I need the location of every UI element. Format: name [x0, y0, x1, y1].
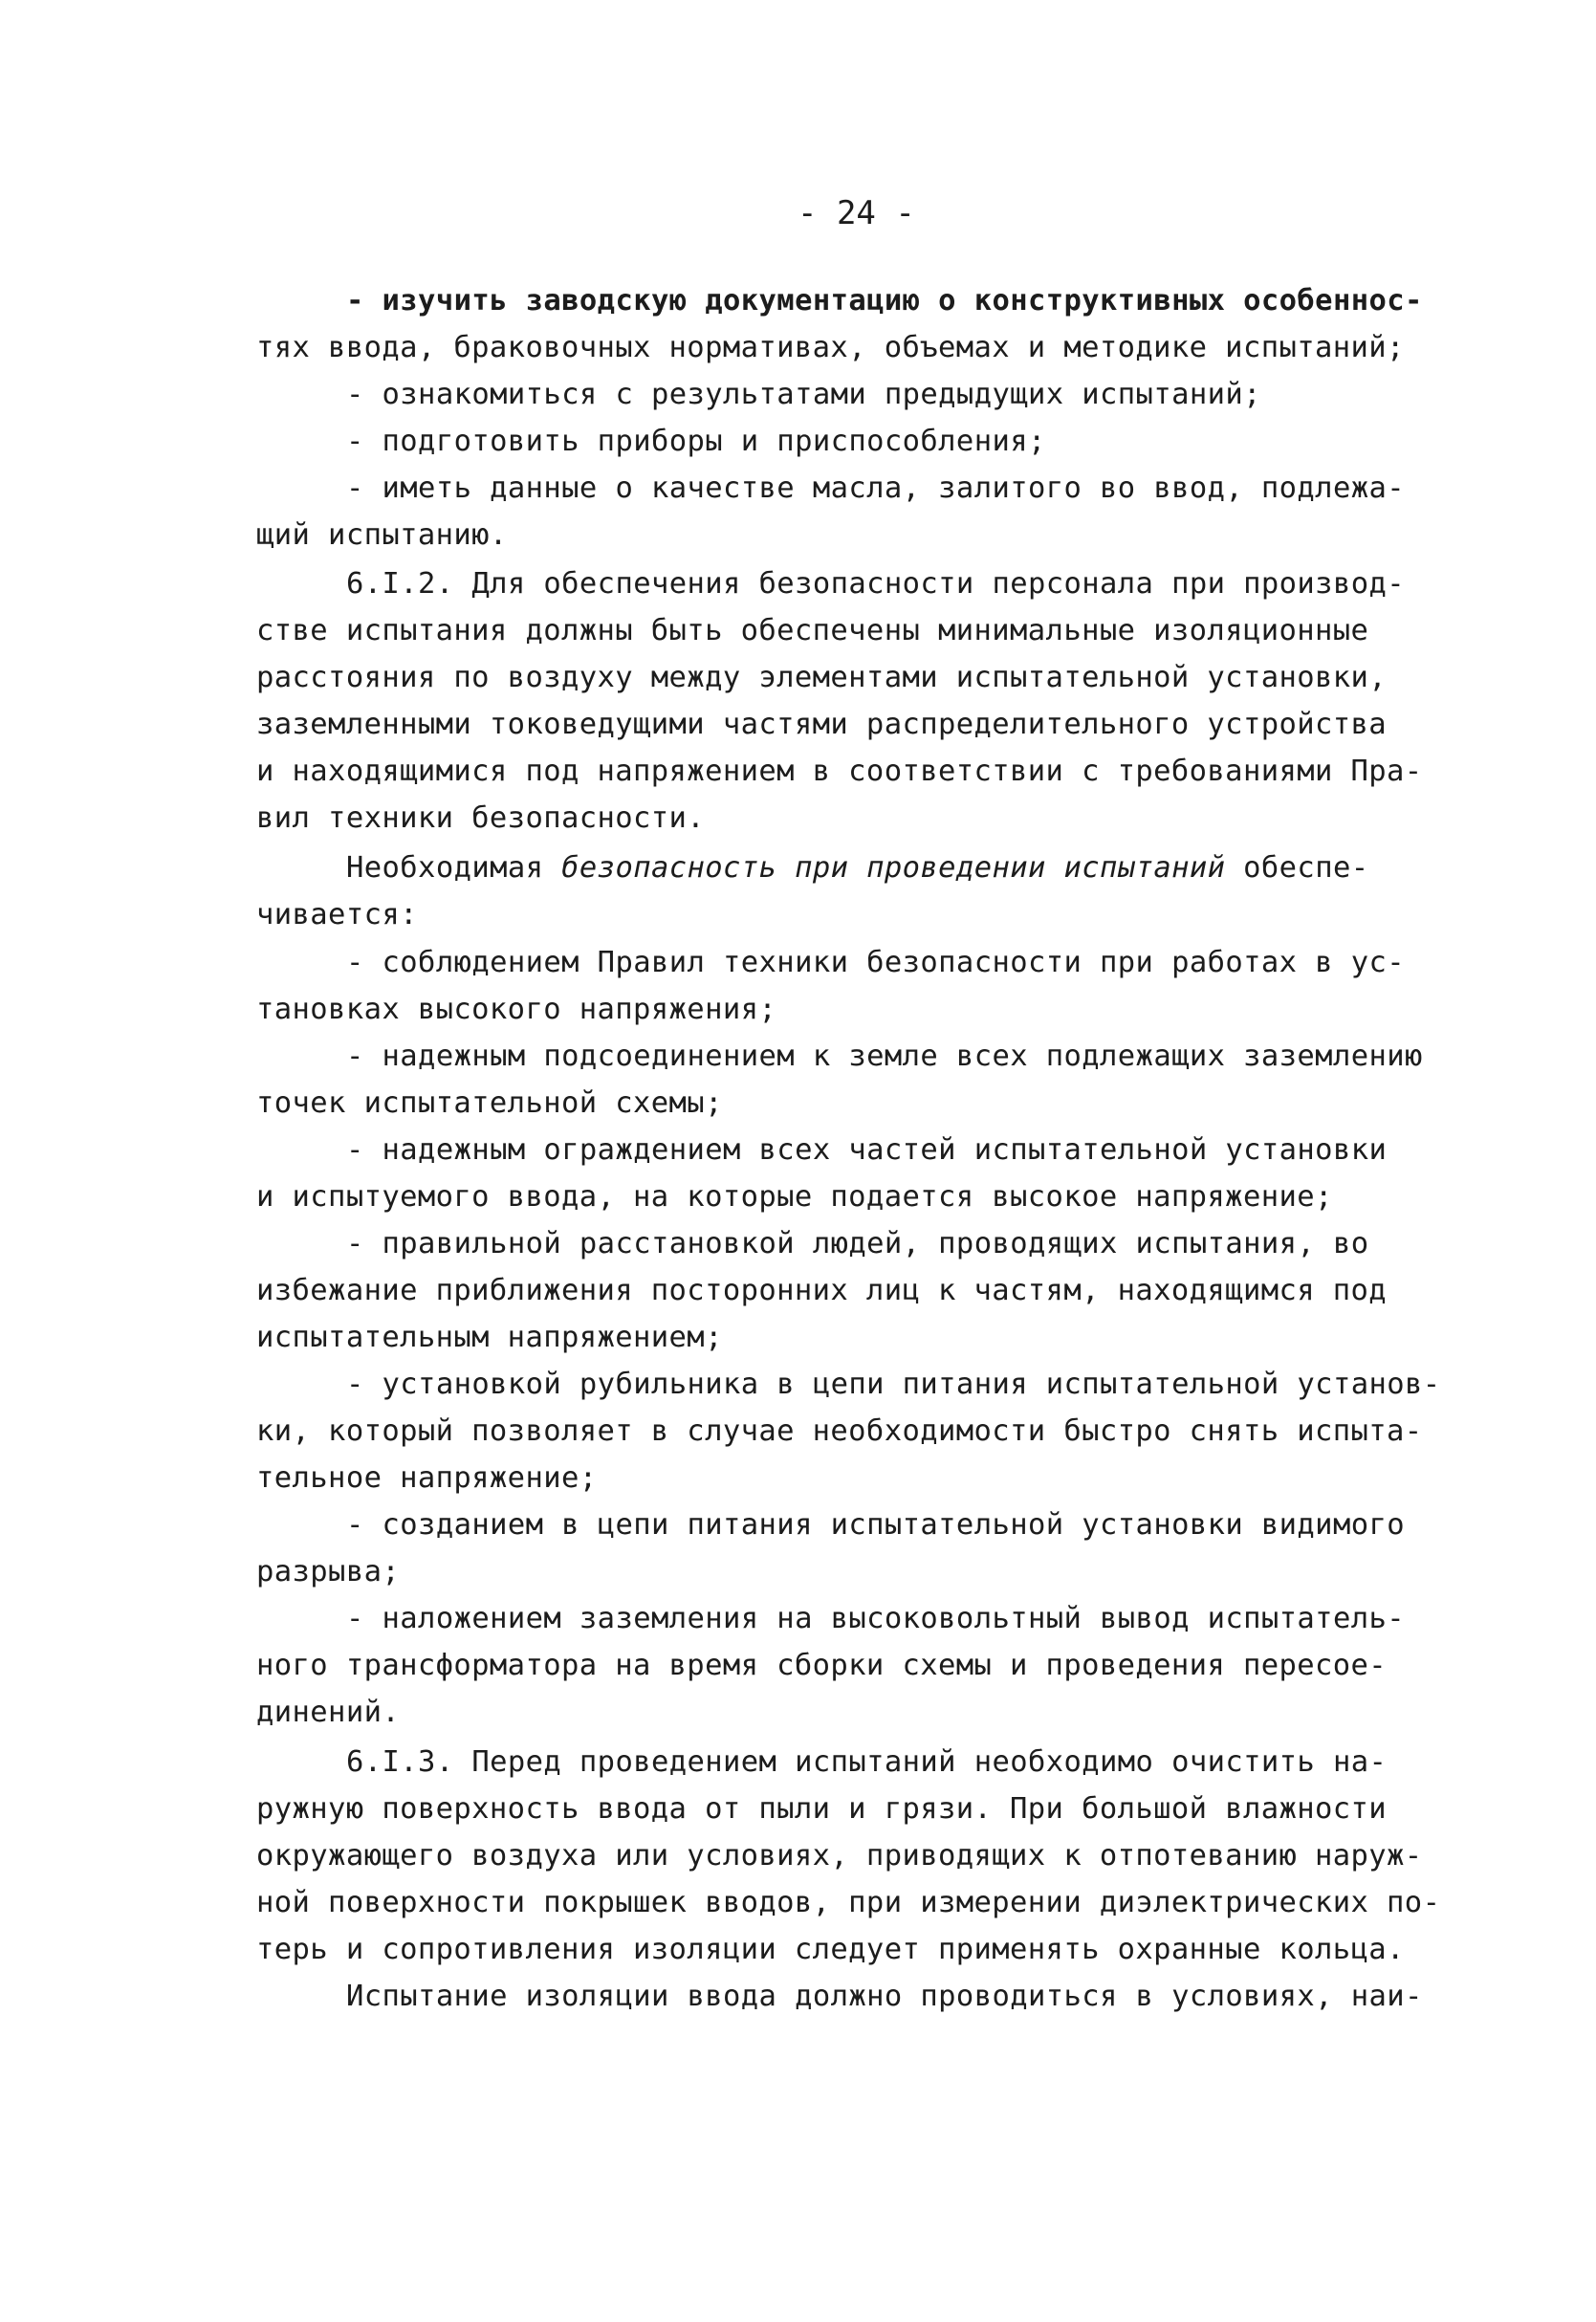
text-line: избежание приближения посторонних лиц к частям, находящимся под: [256, 1274, 1388, 1307]
text-line: и испытуемого ввода, на которые подается высокое напряжение;: [256, 1180, 1333, 1214]
text-line: ки, который позволяет в случае необходимости быстро снять испыта-: [256, 1414, 1423, 1448]
text-line: - надежным подсоединением к земле всех подлежащих заземлению: [346, 1040, 1423, 1073]
text-run: обеспе-: [1225, 851, 1369, 885]
text-line: - иметь данные о качестве масла, залитого во ввод, подлежа-: [346, 471, 1405, 505]
text-line: тельное напряжение;: [256, 1461, 598, 1495]
text-line: тановках высокого напряжения;: [256, 993, 777, 1026]
text-line: - ознакомиться с результатами предыдущих испытаний;: [346, 378, 1261, 411]
text-line: и находящимися под напряжением в соответствии с требованиями Пра-: [256, 755, 1423, 788]
text-run-italic: безопасность при проведении испытаний: [561, 851, 1226, 885]
text-line: 6.I.3. Перед проведением испытаний необходимо очистить на-: [346, 1745, 1388, 1779]
text-line: ружную поверхность ввода от пыли и грязи. При большой влажности: [256, 1792, 1388, 1826]
text-line: испытательным напряжением;: [256, 1321, 723, 1354]
text-line: расстояния по воздуху между элементами испытательной установки,: [256, 661, 1388, 694]
text-line: тях ввода, браковочных нормативах, объемах и методике испытаний;: [256, 331, 1405, 364]
text-run: Необходимая: [346, 851, 562, 885]
text-line: - подготовить приборы и приспособления;: [346, 425, 1046, 458]
text-line: - созданием в цепи питания испытательной установки видимого: [346, 1508, 1405, 1542]
text-line: стве испытания должны быть обеспечены минимальные изоляционные: [256, 614, 1369, 647]
text-line: ной поверхности покрышек вводов, при измерении диэлектрических по-: [256, 1886, 1441, 1919]
text-line: Испытание изоляции ввода должно проводиться в условиях, наи-: [346, 1980, 1423, 2013]
text-line: ного трансформатора на время сборки схемы и проведения пересое-: [256, 1649, 1388, 1682]
text-line: - наложением заземления на высоковольтный вывод испытатель-: [346, 1602, 1405, 1635]
text-line: чивается:: [256, 898, 418, 931]
text-line: вил техники безопасности.: [256, 801, 706, 835]
text-line: - надежным ограждением всех частей испытательной установки: [346, 1133, 1388, 1167]
text-line: - соблюдением Правил техники безопасности при работах в ус-: [346, 946, 1405, 979]
text-line: 6.I.2. Для обеспечения безопасности персонала при производ-: [346, 567, 1405, 601]
text-line: - правильной расстановкой людей, проводящих испытания, во: [346, 1227, 1369, 1260]
text-line: разрыва;: [256, 1555, 401, 1588]
text-line: точек испытательной схемы;: [256, 1086, 723, 1120]
text-line: - изучить заводскую документацию о конструктивных особеннос-: [346, 284, 1423, 318]
text-line: щий испытанию.: [256, 518, 508, 552]
text-line: [346, 844, 1596, 891]
text-line: заземленными токоведущими частями распределительного устройства: [256, 708, 1388, 741]
text-line: терь и сопротивления изоляции следует применять охранные кольца.: [256, 1933, 1405, 1966]
text-line: динений.: [256, 1696, 401, 1729]
text-line: - установкой рубильника в цепи питания испытательной установ-: [346, 1368, 1441, 1401]
page-number: - 24 -: [798, 194, 915, 232]
text-line: окружающего воздуха или условиях, приводящих к отпотеванию наруж-: [256, 1839, 1423, 1873]
